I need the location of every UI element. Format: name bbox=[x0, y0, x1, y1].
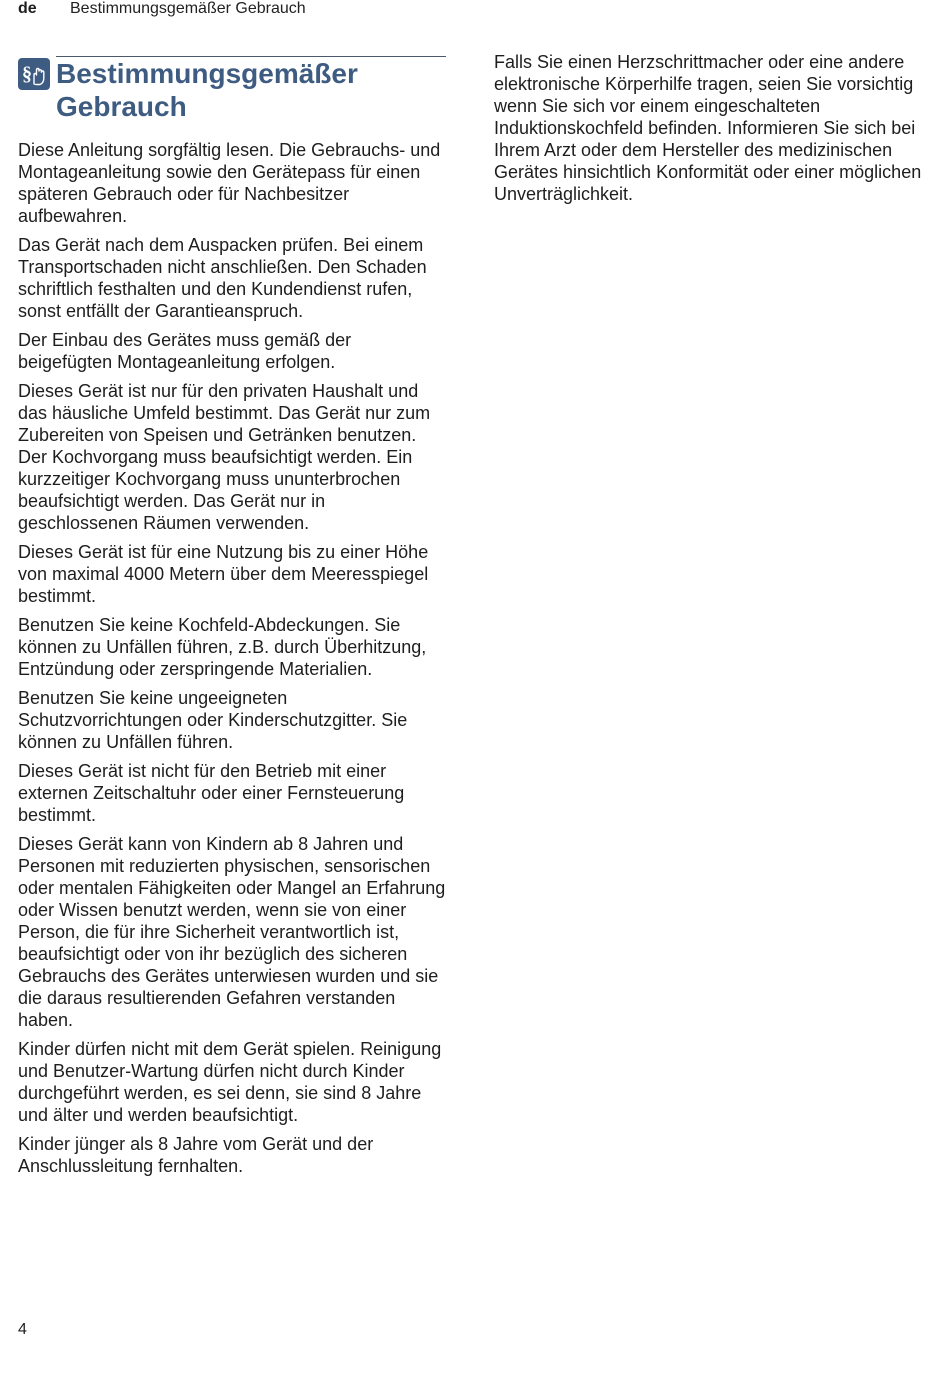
paragraph: Das Gerät nach dem Auspacken prüfen. Bei einem Transportschaden nicht anschließen. Den Schaden schriftlich festhalten und den Kundendienst rufen, sonst entfällt der Garantieanspruch. bbox=[18, 235, 427, 321]
paragraph: Diese Anleitung sorgfältig lesen. Die Gebrauchs- und Montageanleitung sowie den Gerätepass für einen späteren Gebrauch oder für Nachbesitzer aufbewahren. bbox=[18, 140, 441, 226]
section-heading bbox=[18, 56, 448, 123]
left-column bbox=[18, 56, 448, 1184]
paragraph: Dieses Gerät ist für eine Nutzung bis zu einer Höhe von maximal 4000 Metern über dem Meeresspiegel bestimmt. bbox=[18, 542, 429, 606]
page-number: 4 bbox=[18, 1321, 27, 1338]
page-title: Bestimmungsgemäßer Gebrauch bbox=[56, 58, 358, 122]
running-title: Bestimmungsgemäßer Gebrauch bbox=[70, 0, 306, 17]
paragraph: Dieses Gerät kann von Kindern ab 8 Jahren und Personen mit reduzierten physischen, sensorischen oder mentalen Fähigkeiten oder Mangel an Erfahrung oder Wissen benutzt werden, wenn sie von einer Person, die für ihre Sicherheit verantwortlich ist, beaufsichtigt oder von ihr bezüglich des sicheren Gebrauchs des Gerätes unterwiesen wurden und sie die daraus resultierenden Gefahren verstanden haben. bbox=[18, 834, 446, 1030]
paragraph: Benutzen Sie keine Kochfeld-Abdeckungen. Sie können zu Unfällen führen, z.B. durch Überhitzung, Entzündung oder zerspringende Materialien. bbox=[18, 615, 427, 679]
paragraph: Dieses Gerät ist nicht für den Betrieb mit einer externen Zeitschaltuhr oder einer Fernsteuerung bestimmt. bbox=[18, 761, 405, 825]
paragraph: Dieses Gerät ist nur für den privaten Haushalt und das häusliche Umfeld bestimmt. Das Gerät nur zum Zubereiten von Speisen und Getränken benutzen. Der Kochvorgang muss beaufsichtigt werden. Ein kurzzeitiger Kochvorgang muss ununterbrochen beaufsichtigt werden. Das Gerät nur in geschlossenen Räumen verwenden. bbox=[18, 381, 431, 533]
left-paragraphs bbox=[18, 139, 448, 1177]
paragraph: Der Einbau des Gerätes muss gemäß der beigefügten Montageanleitung erfolgen. bbox=[18, 330, 352, 372]
right-column bbox=[494, 51, 924, 212]
paragraph: Falls Sie einen Herzschrittmacher oder eine andere elektronische Körperhilfe tragen, seien Sie vorsichtig wenn Sie sich vor einem eingeschalteten Induktionskochfeld befinden. Informieren Sie sich bei Ihrem Arzt oder dem Hersteller des medizinischen Gerätes hinsichtlich Konformität oder einer möglichen Unverträglichkeit. bbox=[494, 52, 922, 204]
page-header bbox=[18, 0, 306, 20]
paragraph: Kinder jünger als 8 Jahre vom Gerät und der Anschlussleitung fernhalten. bbox=[18, 1134, 374, 1176]
paragraph-hand-icon bbox=[18, 58, 50, 90]
svg-text:§: § bbox=[22, 63, 32, 85]
paragraph: Benutzen Sie keine ungeeigneten Schutzvorrichtungen oder Kinderschutzgitter. Sie können zu Unfällen führen. bbox=[18, 688, 408, 752]
language-code: de bbox=[18, 0, 37, 17]
paragraph: Kinder dürfen nicht mit dem Gerät spielen. Reinigung und Benutzer-Wartung dürfen nicht durch Kinder durchgeführt werden, es sei denn, sie sind 8 Jahre und älter und werden beaufsichtigt. bbox=[18, 1039, 442, 1125]
